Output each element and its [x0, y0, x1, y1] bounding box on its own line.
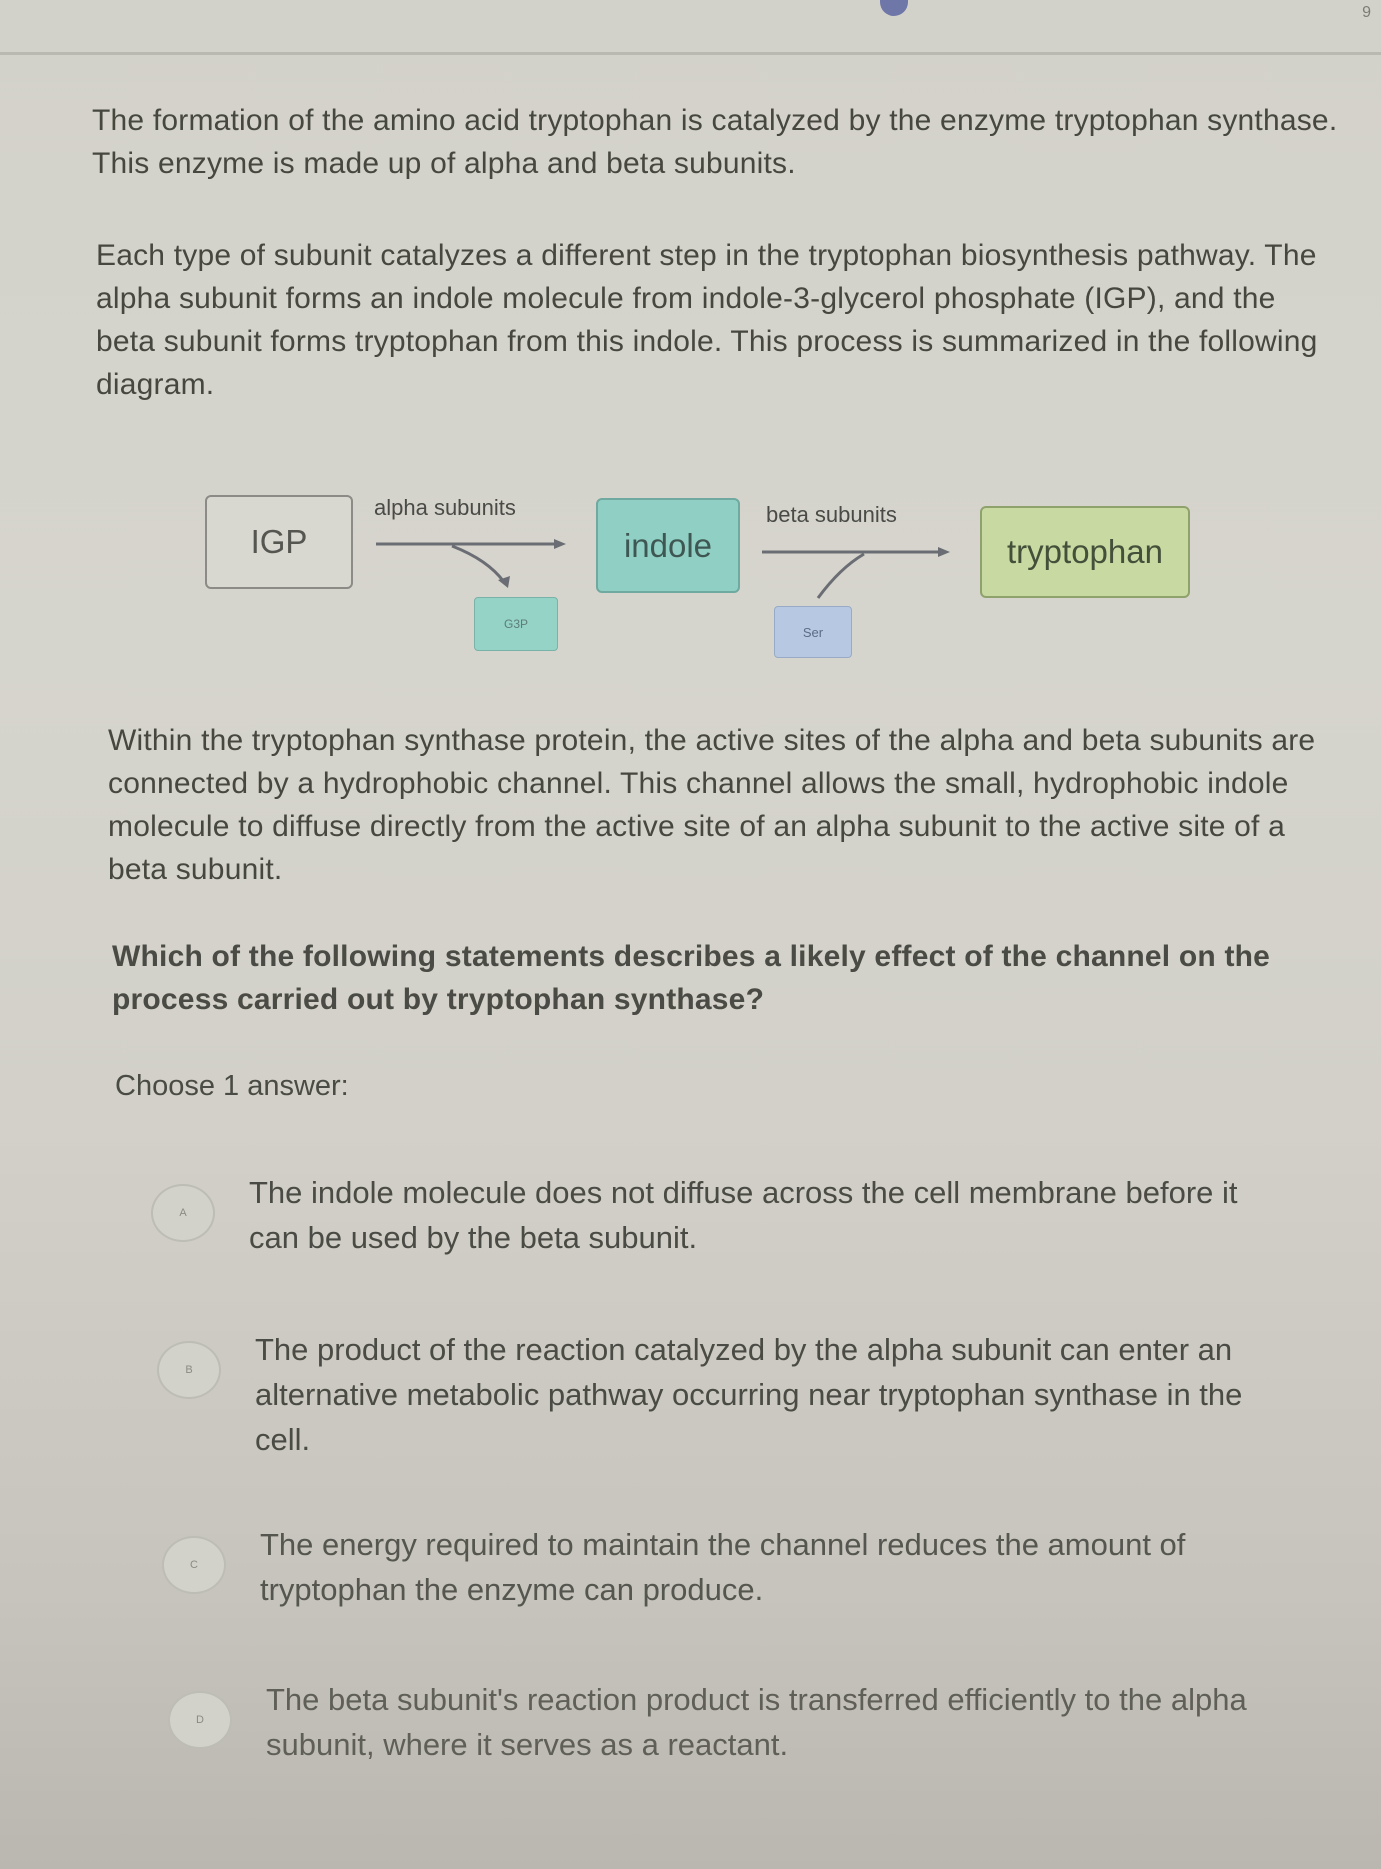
pathway-diagram — [0, 470, 1381, 690]
option-text-a[interactable]: The indole molecule does not diffuse across the cell membrane before it can be used by the beta subunit. — [249, 1175, 1238, 1255]
progress-indicator — [880, 0, 908, 16]
radio-button-c[interactable] — [162, 1536, 226, 1594]
igp-label: IGP — [250, 523, 308, 560]
option-letter-b: B — [185, 1364, 193, 1376]
passage-paragraph-3: Within the tryptophan synthase protein, the active sites of the alpha and beta subunits are connected by a hydrophobic channel. This channel allows the small, hydrophobic indole molecule to diffuse directly from the active site of an alpha subunit to the active site of a beta subunit. — [108, 724, 1316, 886]
alpha-byproduct-curve — [452, 546, 504, 582]
radio-button-b[interactable] — [157, 1341, 221, 1399]
indole-box — [596, 498, 740, 593]
question-text: Which of the following statements describes a likely effect of the channel on the process carried out by tryptophan synthase? — [112, 940, 1271, 1016]
tryptophan-label: tryptophan — [1007, 533, 1163, 570]
g3p-box — [474, 597, 558, 651]
choose-instruction: Choose 1 answer: — [115, 1070, 349, 1102]
passage-paragraph-2: Each type of subunit catalyzes a different step in the tryptophan biosynthesis pathway. The alpha subunit forms an indole molecule from indole-3-glycerol phosphate (IGP), and the beta subunit forms tryptophan from this indole. This process is summarized in the following diagram. — [96, 239, 1318, 401]
ser-label: Ser — [802, 624, 824, 640]
indole-label: indole — [623, 526, 713, 564]
g3p-label: G3P — [503, 617, 528, 631]
igp-box — [205, 495, 353, 589]
option-letter-c: C — [190, 1559, 198, 1571]
option-letter-d: D — [196, 1714, 204, 1726]
beta-input-curve — [818, 554, 864, 598]
alpha-arrowhead — [554, 539, 566, 549]
radio-button-d[interactable] — [168, 1691, 232, 1749]
ser-box — [774, 606, 852, 658]
beta-subunits-label: beta subunits — [766, 502, 897, 527]
option-text-b[interactable]: The product of the reaction catalyzed by the alpha subunit can enter an alternative metabolic pathway occurring near tryptophan synthase in the cell. — [255, 1332, 1243, 1457]
option-text-c[interactable]: The energy required to maintain the channel reduces the amount of tryptophan the enzyme can produce. — [260, 1527, 1186, 1607]
beta-arrowhead — [938, 547, 950, 557]
page-number: 9 — [1362, 4, 1371, 21]
alpha-subunits-label: alpha subunits — [374, 495, 516, 520]
radio-button-a[interactable] — [151, 1184, 215, 1242]
passage-paragraph-1: The formation of the amino acid tryptophan is catalyzed by the enzyme tryptophan synthase. This enzyme is made up of alpha and beta subunits. — [92, 104, 1338, 180]
option-letter-a: A — [179, 1207, 187, 1219]
option-text-d[interactable]: The beta subunit's reaction product is transferred efficiently to the alpha subunit, where it serves as a reactant. — [266, 1682, 1247, 1762]
tryptophan-box — [980, 506, 1190, 598]
top-bar — [0, 0, 1381, 55]
